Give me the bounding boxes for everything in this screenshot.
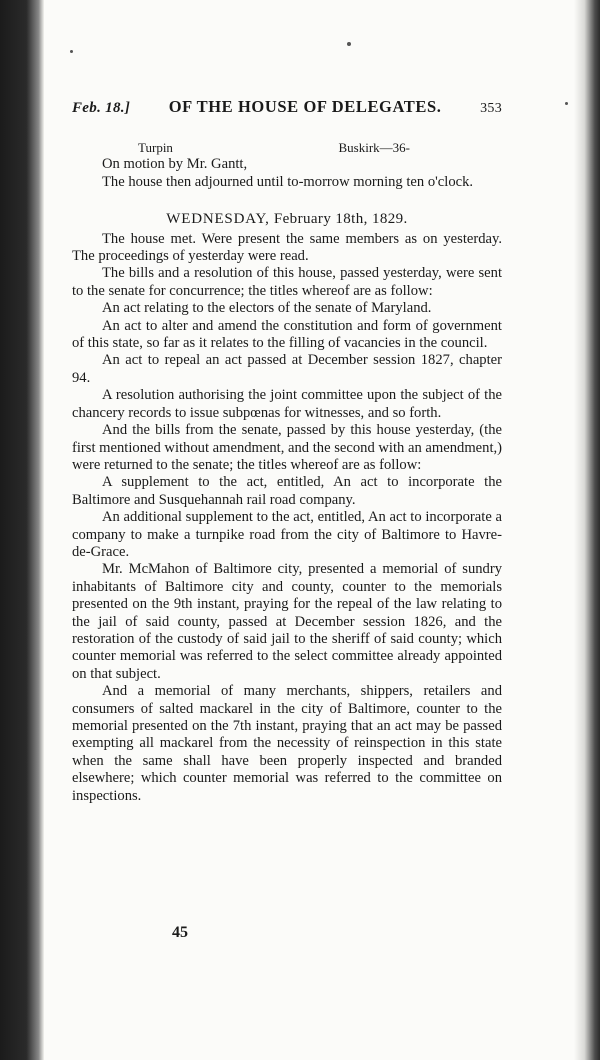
paragraph: A supplement to the act, entitled, An act to incorporate the Baltimore and Susquehannah rail road company. [72, 474, 502, 508]
scan-speck [70, 50, 73, 53]
signature-mark: 45 [172, 924, 188, 941]
paragraph: And a memorial of many merchants, shippers, retailers and consumers of salted mackarel in the city of Baltimore, counter to the memorial presented on the 7th instant, praying that an act may be passed exempting all mackarel from the necessity of reinspection in this state when the same shall have been properly inspected and branded elsewhere; which counter memorial was referred to the committee on inspections. [72, 683, 502, 804]
page-content [72, 98, 502, 805]
vote-line [72, 139, 502, 156]
vote-left: Turpin [138, 140, 173, 156]
scan-speck [565, 102, 568, 105]
header-date: Feb. 18.] [72, 100, 131, 116]
paragraph: An act to alter and amend the constitution and form of government of this state, so far as it relates to the filling of vacancies in the council. [72, 317, 502, 352]
paragraph: A resolution authorising the joint committee upon the subject of the chancery records to issue subpœnas for witnesses, and so forth. [72, 387, 502, 421]
binding-gutter [0, 0, 44, 1060]
date-heading [72, 211, 502, 228]
header-title: OF THE HOUSE OF DELEGATES. [168, 97, 442, 116]
paragraph: The bills and a resolution of this house, passed yesterday, were sent to the senate for concurrence; the titles whereof are as follow: [72, 265, 502, 299]
paragraph: An act relating to the electors of the senate of Maryland. [102, 300, 432, 317]
paragraph: And the bills from the senate, passed by this house yesterday, (the first mentioned without amendment, and the second with an amendment,) were returned to the senate; the titles whereof are as follow: [72, 422, 503, 473]
vote-right: Buskirk—36- [338, 140, 410, 156]
adjournment-line: The house then adjourned until to-morrow morning ten o'clock. [102, 173, 474, 190]
page-edge [574, 0, 600, 1060]
paragraph: An additional supplement to the act, entitled, An act to incorporate a company to make a turnpike road from the city of Baltimore to Havre-de-Grace. [72, 509, 502, 560]
date-heading-date: February 18th, 1829. [273, 211, 408, 228]
motion-line: On motion by Mr. Gantt, [102, 156, 248, 173]
date-heading-day: WEDNESDAY, [166, 211, 270, 228]
paragraph: Mr. McMahon of Baltimore city, presented a memorial of sundry inhabitants of Baltimore city and county, counter to the memorials presented on the 9th instant, praying for the repeal of the law relating to the jail of said county, passed at December session 1826, and the restoration of the custody of said jail to the sheriff of said county; which counter memorial was referred to the select committee already appointed on that subject. [72, 561, 502, 682]
running-header [72, 98, 502, 117]
paragraph: The house met. Were present the same members as on yesterday. The proceedings of yesterday were read. [72, 230, 502, 265]
page-number: 353 [480, 101, 502, 116]
paragraph: An act to repeal an act passed at December session 1827, chapter 94. [72, 352, 502, 386]
scan-speck [347, 42, 351, 46]
